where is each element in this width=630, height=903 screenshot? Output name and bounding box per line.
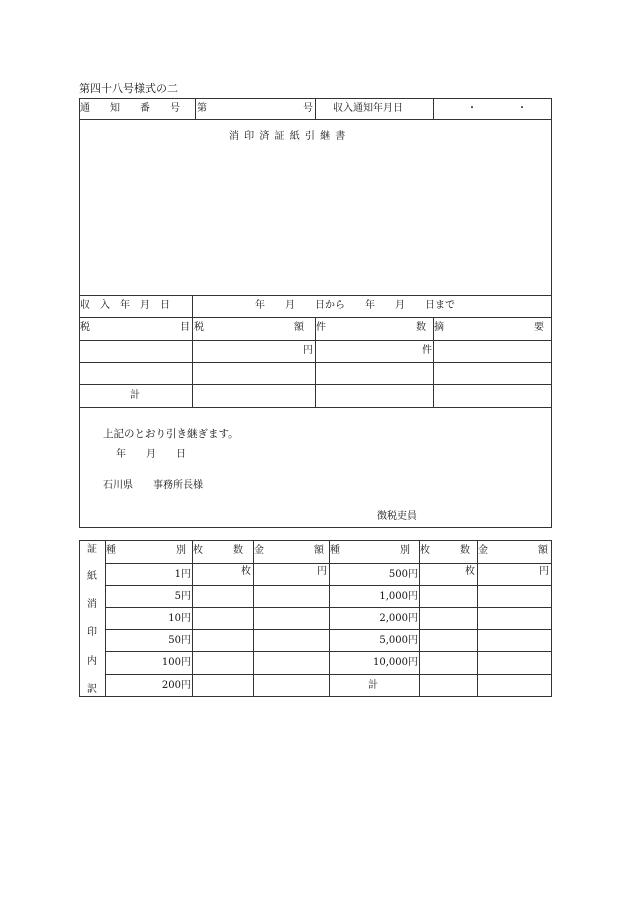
side-label-2: 紙 [87, 571, 97, 582]
unit-ken: 件 [422, 345, 432, 356]
unit-yen-left: 円 [317, 566, 327, 577]
breakdown-total-label: 計 [368, 680, 378, 691]
form-number: 第四十八号様式の二 [79, 82, 178, 95]
statement-official: 徴税吏員 [377, 511, 417, 522]
unit-yen-right: 円 [539, 566, 549, 577]
side-label-5: 内 [87, 656, 97, 667]
document-title: 消 印 済 証 紙 引 継 書 [229, 131, 347, 142]
head-count-left: 枚 数 [193, 545, 243, 556]
left-kind-5: 100円 [161, 657, 191, 668]
left-kind-6: 200円 [161, 680, 191, 691]
statement-line: 上記のとおり引き継ぎます。 [103, 428, 239, 440]
col-summary-header: 摘 要 [434, 322, 544, 333]
right-kind-5: 10,000円 [373, 657, 418, 668]
period-text[interactable]: 年 月 日から 年 月 日まで [255, 300, 455, 311]
head-amount-right: 金 額 [478, 545, 548, 556]
head-kind-left: 種 別 [106, 545, 186, 556]
right-kind-1: 500円 [388, 569, 418, 580]
table1-total-label: 計 [130, 390, 140, 401]
left-kind-4: 50円 [168, 635, 191, 646]
received-date-label: 収入通知年月日 [333, 103, 403, 114]
col-tax-header: 税 目 [80, 322, 190, 333]
tax-row-2[interactable] [80, 363, 191, 383]
tax-row-1[interactable] [80, 341, 191, 361]
left-kind-3: 10円 [168, 613, 191, 624]
side-label-6: 訳 [87, 684, 97, 695]
head-kind-right: 種 別 [330, 545, 410, 556]
unit-mai-right: 枚 [465, 566, 475, 577]
right-kind-4: 5,000円 [379, 635, 418, 646]
notice-number-dai: 第 [197, 103, 207, 114]
side-label-1: 証 [87, 544, 97, 555]
col-amount-header: 税 額 [194, 322, 304, 333]
received-date-field[interactable]: ・ ・ [467, 103, 527, 114]
side-label-3: 消 [87, 599, 97, 610]
side-label-4: 印 [87, 627, 97, 638]
left-kind-1: 1円 [174, 569, 191, 580]
right-kind-3: 2,000円 [379, 613, 418, 624]
title-body-area[interactable] [82, 150, 548, 292]
unit-yen: 円 [303, 345, 313, 356]
notice-number-label: 通 知 番 号 [80, 103, 180, 114]
col-count-header: 件 数 [316, 322, 426, 333]
notice-number-field[interactable] [212, 100, 300, 117]
right-kind-2: 1,000円 [379, 591, 418, 602]
left-kind-2: 5円 [174, 591, 191, 602]
statement-date[interactable]: 年 月 日 [116, 449, 186, 460]
period-label: 収 入 年 月 日 [80, 300, 170, 311]
unit-mai-left: 枚 [241, 566, 251, 577]
notice-number-go: 号 [303, 103, 313, 114]
head-amount-left: 金 額 [254, 545, 324, 556]
statement-addressee: 石川県 事務所長様 [103, 480, 203, 491]
head-count-right: 枚 数 [420, 545, 470, 556]
